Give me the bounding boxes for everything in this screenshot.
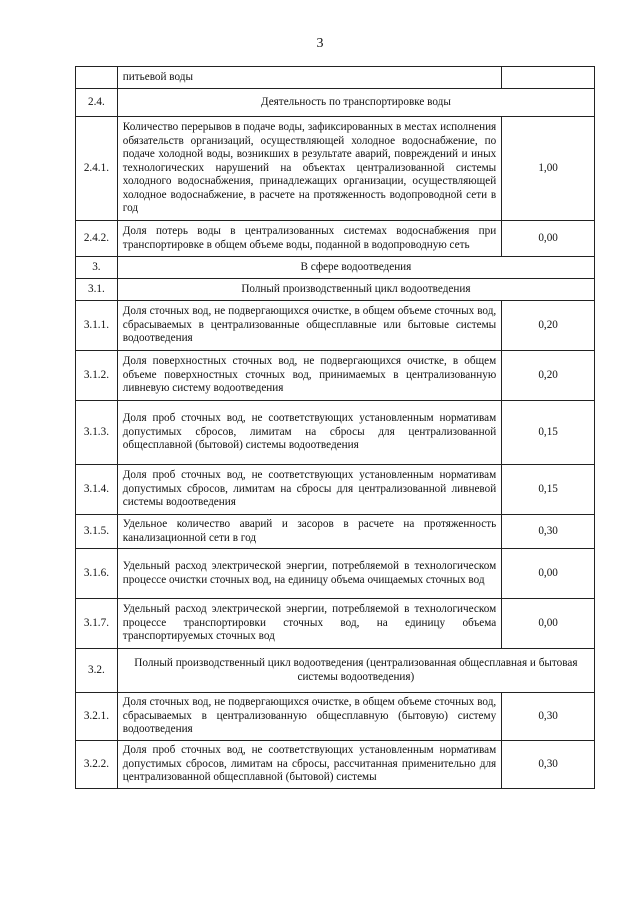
section-header-row xyxy=(76,649,595,693)
indicator-value: 0,00 xyxy=(502,549,595,599)
row-number: 3.1.5. xyxy=(76,515,118,549)
indicator-value: 0,20 xyxy=(502,301,595,351)
row-number: 3.1.4. xyxy=(76,465,118,515)
table-row xyxy=(76,301,595,351)
table-row xyxy=(76,67,595,89)
row-number: 2.4. xyxy=(76,89,118,117)
row-number: 3.1.1. xyxy=(76,301,118,351)
section-title: В сфере водоотведения xyxy=(117,257,594,279)
row-number: 3.2.2. xyxy=(76,740,118,788)
indicator-value: 0,30 xyxy=(502,515,595,549)
row-number: 3.1.3. xyxy=(76,401,118,465)
indicator-description: Доля проб сточных вод, не соответствующих установленным нормативам допустимых сбросов, лимитам на сбросы, рассчитанная применительно для централизованной общесплавной (бытовой) системы xyxy=(117,740,501,788)
table-row xyxy=(76,351,595,401)
row-number: 3.1.7. xyxy=(76,599,118,649)
table-row xyxy=(76,693,595,741)
row-number: 3.1.2. xyxy=(76,351,118,401)
indicator-value: 0,30 xyxy=(502,693,595,741)
table-row xyxy=(76,117,595,221)
table-row xyxy=(76,465,595,515)
indicator-description: Доля сточных вод, не подвергающихся очистке, в общем объеме сточных вод, сбрасываемых в централизованные общесплавные или бытовые системы водоотведения xyxy=(117,301,501,351)
table-row xyxy=(76,515,595,549)
indicator-value: 0,00 xyxy=(502,221,595,257)
indicator-value: 0,30 xyxy=(502,740,595,788)
section-title: Полный производственный цикл водоотведения (централизованная общесплавная и бытовая системы водоотведения) xyxy=(117,649,594,693)
section-title: Деятельность по транспортировке воды xyxy=(117,89,594,117)
section-header-row xyxy=(76,279,595,301)
indicator-value: 0,15 xyxy=(502,401,595,465)
table-row xyxy=(76,599,595,649)
row-number: 2.4.2. xyxy=(76,221,118,257)
indicator-value: 0,20 xyxy=(502,351,595,401)
indicator-description: Удельный расход электрической энергии, потребляемой в технологическом процессе очистки сточных вод, на единицу объема очищаемых сточных вод xyxy=(117,549,501,599)
indicator-value: 0,15 xyxy=(502,465,595,515)
row-number: 3.1.6. xyxy=(76,549,118,599)
indicator-description: Доля проб сточных вод, не соответствующих установленным нормативам допустимых сбросов, лимитам на сбросы для централизованной ливневой системы водоотведения xyxy=(117,465,501,515)
table-row xyxy=(76,740,595,788)
table-row xyxy=(76,221,595,257)
indicator-description: Удельное количество аварий и засоров в расчете на протяженность канализационной сети в год xyxy=(117,515,501,549)
table-row xyxy=(76,549,595,599)
indicator-description: Доля потерь воды в централизованных системах водоснабжения при транспортировке в общем объеме воды, поданной в водопроводную сеть xyxy=(117,221,501,257)
indicator-description: Количество перерывов в подаче воды, зафиксированных в местах исполнения обязательств организаций, осуществляющей холодное водоснабжение, по подаче холодной воды, возникших в результате аварий, повреждений и иных технологических нарушений на объектах централизованной системы холодного водоснабжения, принадлежащих организации, осуществляющей холодное водоснабжение, в расчете на протяженность водопроводной сети в год xyxy=(117,117,501,221)
indicator-description: Удельный расход электрической энергии, потребляемой в технологическом процессе транспортировки сточных вод, на единицу объема транспортируемых сточных вод xyxy=(117,599,501,649)
page-number: 3 xyxy=(316,36,324,51)
row-number: 3.2. xyxy=(76,649,118,693)
indicator-description: Доля сточных вод, не подвергающихся очистке, в общем объеме сточных вод, сбрасываемых в централизованную общесплавную (бытовую) систему водоотведения xyxy=(117,693,501,741)
section-header-row xyxy=(76,89,595,117)
row-number: 3.1. xyxy=(76,279,118,301)
row-number: 3. xyxy=(76,257,118,279)
indicator-description: Доля проб сточных вод, не соответствующих установленным нормативам допустимых сбросов, лимитам на сбросы для централизованной общесплавной (бытовой) системы водоотведения xyxy=(117,401,501,465)
section-title: Полный производственный цикл водоотведения xyxy=(117,279,594,301)
row-number: 3.2.1. xyxy=(76,693,118,741)
section-header-row xyxy=(76,257,595,279)
row-number xyxy=(76,67,118,89)
indicator-value xyxy=(502,67,595,89)
indicator-value: 0,00 xyxy=(502,599,595,649)
row-number: 2.4.1. xyxy=(76,117,118,221)
indicators-table xyxy=(75,66,595,789)
indicator-description: питьевой воды xyxy=(117,67,501,89)
indicator-value: 1,00 xyxy=(502,117,595,221)
table-row xyxy=(76,401,595,465)
indicator-description: Доля поверхностных сточных вод, не подвергающихся очистке, в общем объеме поверхностных сточных вод, принимаемых в централизованную ливневую систему водоотведения xyxy=(117,351,501,401)
